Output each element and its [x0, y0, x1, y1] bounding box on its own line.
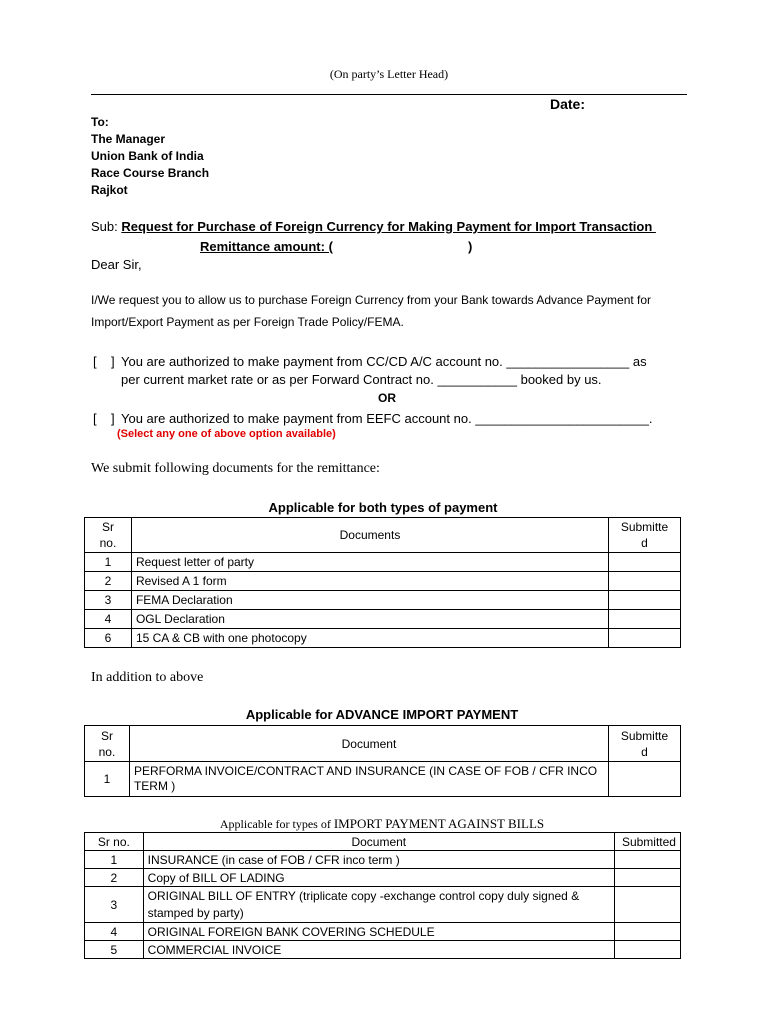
address-line: Rajkot — [91, 183, 128, 197]
row-submitted-cell[interactable] — [614, 851, 680, 869]
column-header-sr: Sr no. — [85, 833, 144, 851]
row-submitted-cell[interactable] — [614, 941, 680, 959]
row-document: Request letter of party — [131, 553, 608, 572]
row-sr: 5 — [85, 941, 144, 959]
row-submitted-cell[interactable] — [609, 591, 681, 610]
row-sr: 6 — [85, 629, 132, 648]
date-label: Date: — [550, 96, 586, 112]
to-label: To: — [91, 115, 109, 129]
remittance-amount — [200, 239, 333, 254]
row-sr: 1 — [85, 762, 130, 797]
table-row — [85, 887, 681, 923]
header-divider — [91, 94, 687, 95]
row-document: PERFORMA INVOICE/CONTRACT AND INSURANCE (IN CASE OF FOB / CFR INCO TERM ) — [129, 762, 608, 797]
column-header-submitted: Submitte d — [609, 518, 681, 553]
table3-title-prefix: Applicable for types of — [219, 817, 334, 831]
column-header-sr: Sr no. — [85, 726, 130, 762]
row-sr: 2 — [85, 572, 132, 591]
or-separator: OR — [378, 391, 396, 405]
row-document: Copy of BILL OF LADING — [143, 869, 614, 887]
salutation: Dear Sir, — [91, 257, 142, 272]
table-row — [85, 572, 681, 591]
table-row — [85, 591, 681, 610]
option-note: (Select any one of above option available) — [117, 428, 336, 440]
row-sr: 4 — [85, 923, 144, 941]
table-row — [85, 941, 681, 959]
row-document: ORIGINAL BILL OF ENTRY (triplicate copy -exchange control copy duly signed & stamped by party) — [143, 887, 614, 923]
address-line: The Manager — [91, 132, 166, 146]
table2-title: Applicable for ADVANCE IMPORT PAYMENT — [245, 707, 519, 722]
remittance-amount-close: ) — [468, 239, 473, 254]
documents-table-advance — [84, 725, 681, 797]
table-row — [85, 553, 681, 572]
option-2-checkbox: [ ] — [93, 411, 115, 426]
table1-title: Applicable for both types of payment — [268, 500, 498, 515]
column-header-document: Document — [143, 833, 614, 851]
subject-prefix: Sub: — [91, 219, 122, 234]
column-header-submitted: Submitted — [614, 833, 680, 851]
address-block — [91, 114, 209, 199]
address-line: Union Bank of India — [91, 149, 204, 163]
body-line-2: Import/Export Payment as per Foreign Trade Policy/FEMA. — [91, 315, 404, 329]
documents-table-bills — [84, 832, 681, 959]
column-header-document: Document — [129, 726, 608, 762]
row-document: INSURANCE (in case of FOB / CFR inco term ) — [143, 851, 614, 869]
row-document: 15 CA & CB with one photocopy — [131, 629, 608, 648]
row-sr: 1 — [85, 553, 132, 572]
table-row — [85, 869, 681, 887]
row-submitted-cell[interactable] — [614, 923, 680, 941]
addition-text: In addition to above — [91, 670, 204, 685]
option-1-text-cont: per current market rate or as per Forward Contract no. ___________ booked by us. — [121, 372, 602, 387]
row-document: ORIGINAL FOREIGN BANK COVERING SCHEDULE — [143, 923, 614, 941]
row-submitted-cell[interactable] — [609, 610, 681, 629]
remittance-amount-label: Remittance amount: ( — [200, 239, 333, 254]
address-line: Race Course Branch — [91, 166, 210, 180]
body-line-1: I/We request you to allow us to purchase Foreign Currency from your Bank towards Advance Payment for — [91, 293, 652, 307]
column-header-submitted: Submitte d — [609, 726, 681, 762]
row-submitted-cell[interactable] — [609, 629, 681, 648]
row-submitted-cell[interactable] — [609, 553, 681, 572]
option-1-text: You are authorized to make payment from CC/CD A/C account no. _________________ as — [121, 354, 647, 369]
option-2-text: You are authorized to make payment from EEFC account no. ________________________. — [121, 411, 653, 426]
row-sr: 4 — [85, 610, 132, 629]
column-header-sr: Sr no. — [85, 518, 132, 553]
row-document: Revised A 1 form — [131, 572, 608, 591]
row-document: OGL Declaration — [131, 610, 608, 629]
table-header-row — [85, 518, 681, 553]
table-row — [85, 851, 681, 869]
table-header-row — [85, 726, 681, 762]
letterhead-note: (On party’s Letter Head) — [329, 67, 449, 81]
row-submitted-cell[interactable] — [614, 869, 680, 887]
row-submitted-cell[interactable] — [609, 572, 681, 591]
row-submitted-cell[interactable] — [609, 762, 681, 797]
subject-text: Request for Purchase of Foreign Currency for Making Payment for Import Transaction — [121, 219, 656, 234]
row-sr: 3 — [85, 591, 132, 610]
submit-text: We submit following documents for the remittance: — [91, 461, 380, 476]
row-document: FEMA Declaration — [131, 591, 608, 610]
option-1-checkbox: [ ] — [93, 354, 115, 369]
table-row — [85, 923, 681, 941]
documents-table-both — [84, 517, 681, 648]
table3-title — [0, 816, 764, 832]
table-row — [85, 610, 681, 629]
table-header-row — [85, 833, 681, 851]
table-row — [85, 629, 681, 648]
table3-title-main: IMPORT PAYMENT AGAINST BILLS — [333, 816, 545, 831]
row-submitted-cell[interactable] — [614, 887, 680, 923]
column-header-documents: Documents — [131, 518, 608, 553]
row-document: COMMERCIAL INVOICE — [143, 941, 614, 959]
row-sr: 3 — [85, 887, 144, 923]
subject-line — [91, 219, 656, 234]
table-row — [85, 762, 681, 797]
row-sr: 2 — [85, 869, 144, 887]
row-sr: 1 — [85, 851, 144, 869]
